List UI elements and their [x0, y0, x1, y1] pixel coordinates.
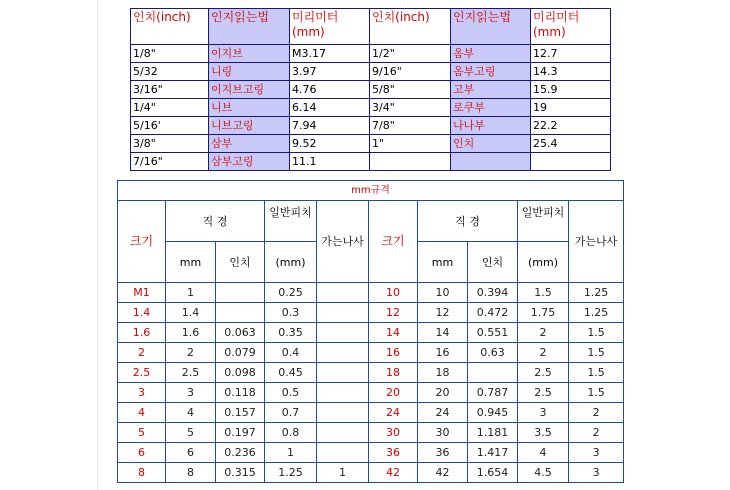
table-cell	[317, 283, 369, 303]
table-cell: 3	[569, 463, 624, 483]
table-cell: 4.76	[290, 81, 370, 99]
table-cell: 1/8"	[131, 45, 209, 63]
inch-table-header-cell: 인지읽는법	[451, 9, 531, 45]
table-cell: 이지브고링	[209, 81, 290, 99]
table-cell	[451, 153, 531, 171]
inch-table-header-cell: 인치(inch)	[370, 9, 451, 45]
table-cell: 9/16"	[370, 63, 451, 81]
table-cell: 고부	[451, 81, 531, 99]
table-cell: 5	[166, 423, 216, 443]
fine-header-right: 가는나사	[569, 201, 624, 283]
table-cell	[317, 383, 369, 403]
size-cell: 36	[369, 443, 418, 463]
size-cell: 1.6	[118, 323, 166, 343]
inch-subheader-right: 인치	[468, 242, 518, 283]
table-cell: 2	[518, 343, 569, 363]
table-cell: 로쿠부	[451, 99, 531, 117]
table-cell: 니링	[209, 63, 290, 81]
table-cell	[317, 323, 369, 343]
inch-table-header-row	[131, 9, 611, 45]
table-cell	[317, 363, 369, 383]
table-cell: 2	[518, 323, 569, 343]
table-cell	[531, 153, 611, 171]
table-row	[118, 383, 624, 403]
table-cell: 19	[531, 99, 611, 117]
table-cell: 12	[418, 303, 468, 323]
mm-spec-table	[117, 180, 624, 483]
table-cell: 0.7	[265, 403, 317, 423]
table-row	[131, 81, 611, 99]
table-cell: 2	[569, 423, 624, 443]
table-cell: 1.5	[569, 323, 624, 343]
table-cell: 1.181	[468, 423, 518, 443]
table-cell: 24	[418, 403, 468, 423]
table-cell: 7/16"	[131, 153, 209, 171]
table-cell: 나나부	[451, 117, 531, 135]
table-cell: 16	[418, 343, 468, 363]
size-cell: 3	[118, 383, 166, 403]
size-cell: 24	[369, 403, 418, 423]
table-cell: 옴부고링	[451, 63, 531, 81]
table-cell: 4	[166, 403, 216, 423]
table-cell: 1.654	[468, 463, 518, 483]
table-cell: 0.8	[265, 423, 317, 443]
table-cell: 36	[418, 443, 468, 463]
table-cell: 0.5	[265, 383, 317, 403]
table-cell: 1.5	[569, 363, 624, 383]
table-cell	[317, 343, 369, 363]
table-cell: 니브고링	[209, 117, 290, 135]
table-cell: 1"	[370, 135, 451, 153]
table-cell: 1.6	[166, 323, 216, 343]
table-cell: 5/8"	[370, 81, 451, 99]
table-cell: 0.118	[216, 383, 265, 403]
table-cell: 이지브	[209, 45, 290, 63]
table-row	[118, 283, 624, 303]
mm-subheader-left: mm	[166, 242, 216, 283]
mm-subheader-right: mm	[418, 242, 468, 283]
table-cell: 1.25	[265, 463, 317, 483]
table-cell: 1	[265, 443, 317, 463]
size-cell: 5	[118, 423, 166, 443]
table-row	[118, 423, 624, 443]
table-cell: 0.472	[468, 303, 518, 323]
table-row	[131, 117, 611, 135]
table-cell: 20	[418, 383, 468, 403]
size-header-left: 크기	[118, 201, 166, 283]
table-cell: 6	[166, 443, 216, 463]
table-cell: 14	[418, 323, 468, 343]
table-cell: 1.75	[518, 303, 569, 323]
table-cell: 0.787	[468, 383, 518, 403]
table-cell: 1.5	[518, 283, 569, 303]
size-cell: 1.4	[118, 303, 166, 323]
inch-conversion-table	[130, 8, 611, 171]
table-cell	[317, 423, 369, 443]
table-cell: 5/16'	[131, 117, 209, 135]
table-cell: 0.236	[216, 443, 265, 463]
table-cell: 0.079	[216, 343, 265, 363]
table-cell: 4.5	[518, 463, 569, 483]
table-cell: 12.7	[531, 45, 611, 63]
size-cell: 12	[369, 303, 418, 323]
table-cell: 11.1	[290, 153, 370, 171]
table-cell: 0.25	[265, 283, 317, 303]
table-cell: 1/2"	[370, 45, 451, 63]
table-cell: 1/4"	[131, 99, 209, 117]
size-cell: 2.5	[118, 363, 166, 383]
table-row	[118, 403, 624, 423]
table-cell	[370, 153, 451, 171]
table-cell: 1.5	[569, 383, 624, 403]
table-cell: 1.5	[569, 343, 624, 363]
table-cell: M3.17	[290, 45, 370, 63]
diameter-header-right: 직 경	[418, 201, 518, 242]
inch-table-header-cell: 인지읽는법	[209, 9, 290, 45]
table-cell: 3	[166, 383, 216, 403]
table-cell: 삼부고링	[209, 153, 290, 171]
table-row	[118, 323, 624, 343]
table-cell: 1	[166, 283, 216, 303]
pitch-unit-right: (mm)	[518, 242, 569, 283]
table-row	[131, 99, 611, 117]
table-row	[131, 135, 611, 153]
table-cell: 3	[518, 403, 569, 423]
fine-header-left: 가는나사	[317, 201, 369, 283]
table-cell: 1.417	[468, 443, 518, 463]
table-cell: 0.35	[265, 323, 317, 343]
table-cell: 0.551	[468, 323, 518, 343]
table-cell: 1.4	[166, 303, 216, 323]
table-row	[131, 63, 611, 81]
table-cell: 3/4"	[370, 99, 451, 117]
page-divider-line	[97, 0, 98, 490]
table-cell: 옴부	[451, 45, 531, 63]
table-cell: 3/16"	[131, 81, 209, 99]
table-cell: 2.5	[518, 383, 569, 403]
size-cell: 30	[369, 423, 418, 443]
table-cell: 0.63	[468, 343, 518, 363]
table-cell: 인치	[451, 135, 531, 153]
table-cell: 4	[518, 443, 569, 463]
table-cell: 15.9	[531, 81, 611, 99]
table-row	[118, 363, 624, 383]
table-cell: 18	[418, 363, 468, 383]
table-cell: 7.94	[290, 117, 370, 135]
table-row	[131, 153, 611, 171]
table-cell: 0.945	[468, 403, 518, 423]
mm-table-title: mm규격	[118, 181, 624, 201]
table-cell: 7/8"	[370, 117, 451, 135]
size-cell: 18	[369, 363, 418, 383]
table-cell: 0.197	[216, 423, 265, 443]
table-cell: 0.394	[468, 283, 518, 303]
table-cell: 1.25	[569, 283, 624, 303]
inch-subheader-left: 인치	[216, 242, 265, 283]
table-cell: 2.5	[166, 363, 216, 383]
table-cell: 3.97	[290, 63, 370, 81]
table-row	[118, 343, 624, 363]
size-cell: M1	[118, 283, 166, 303]
table-cell: 8	[166, 463, 216, 483]
size-cell: 16	[369, 343, 418, 363]
pitch-header-left: 일반피치	[265, 201, 317, 242]
table-row	[118, 443, 624, 463]
table-cell: 0.098	[216, 363, 265, 383]
inch-table-header-cell: 미리미터(mm)	[531, 9, 611, 45]
table-cell: 0.157	[216, 403, 265, 423]
table-cell: 25.4	[531, 135, 611, 153]
table-cell	[468, 363, 518, 383]
table-cell: 삼부	[209, 135, 290, 153]
size-cell: 2	[118, 343, 166, 363]
table-row	[118, 463, 624, 483]
table-cell: 2	[569, 403, 624, 423]
size-cell: 6	[118, 443, 166, 463]
pitch-unit-left: (mm)	[265, 242, 317, 283]
table-cell: 3	[569, 443, 624, 463]
table-cell: 30	[418, 423, 468, 443]
diameter-header-left: 직 경	[166, 201, 265, 242]
table-cell: 5/32	[131, 63, 209, 81]
table-cell: 1	[317, 463, 369, 483]
table-cell: 2	[166, 343, 216, 363]
table-cell: 3/8"	[131, 135, 209, 153]
table-cell: 니브	[209, 99, 290, 117]
size-header-right: 크기	[369, 201, 418, 283]
table-cell	[216, 283, 265, 303]
pitch-header-right: 일반피치	[518, 201, 569, 242]
table-cell: 1.25	[569, 303, 624, 323]
size-cell: 20	[369, 383, 418, 403]
table-cell: 6.14	[290, 99, 370, 117]
size-cell: 8	[118, 463, 166, 483]
table-cell: 42	[418, 463, 468, 483]
table-cell: 14.3	[531, 63, 611, 81]
table-cell	[317, 443, 369, 463]
table-cell: 0.315	[216, 463, 265, 483]
table-cell: 0.063	[216, 323, 265, 343]
table-cell	[317, 303, 369, 323]
table-row	[118, 303, 624, 323]
size-cell: 42	[369, 463, 418, 483]
table-cell: 10	[418, 283, 468, 303]
table-cell	[216, 303, 265, 323]
table-cell: 9.52	[290, 135, 370, 153]
table-cell: 3.5	[518, 423, 569, 443]
table-cell: 0.45	[265, 363, 317, 383]
size-cell: 10	[369, 283, 418, 303]
inch-table-header-cell: 인치(inch)	[131, 9, 209, 45]
table-cell	[317, 403, 369, 423]
size-cell: 14	[369, 323, 418, 343]
table-cell: 2.5	[518, 363, 569, 383]
table-row	[131, 45, 611, 63]
table-cell: 0.3	[265, 303, 317, 323]
table-cell: 22.2	[531, 117, 611, 135]
table-cell: 0.4	[265, 343, 317, 363]
size-cell: 4	[118, 403, 166, 423]
inch-table-header-cell: 미리미터(mm)	[290, 9, 370, 45]
